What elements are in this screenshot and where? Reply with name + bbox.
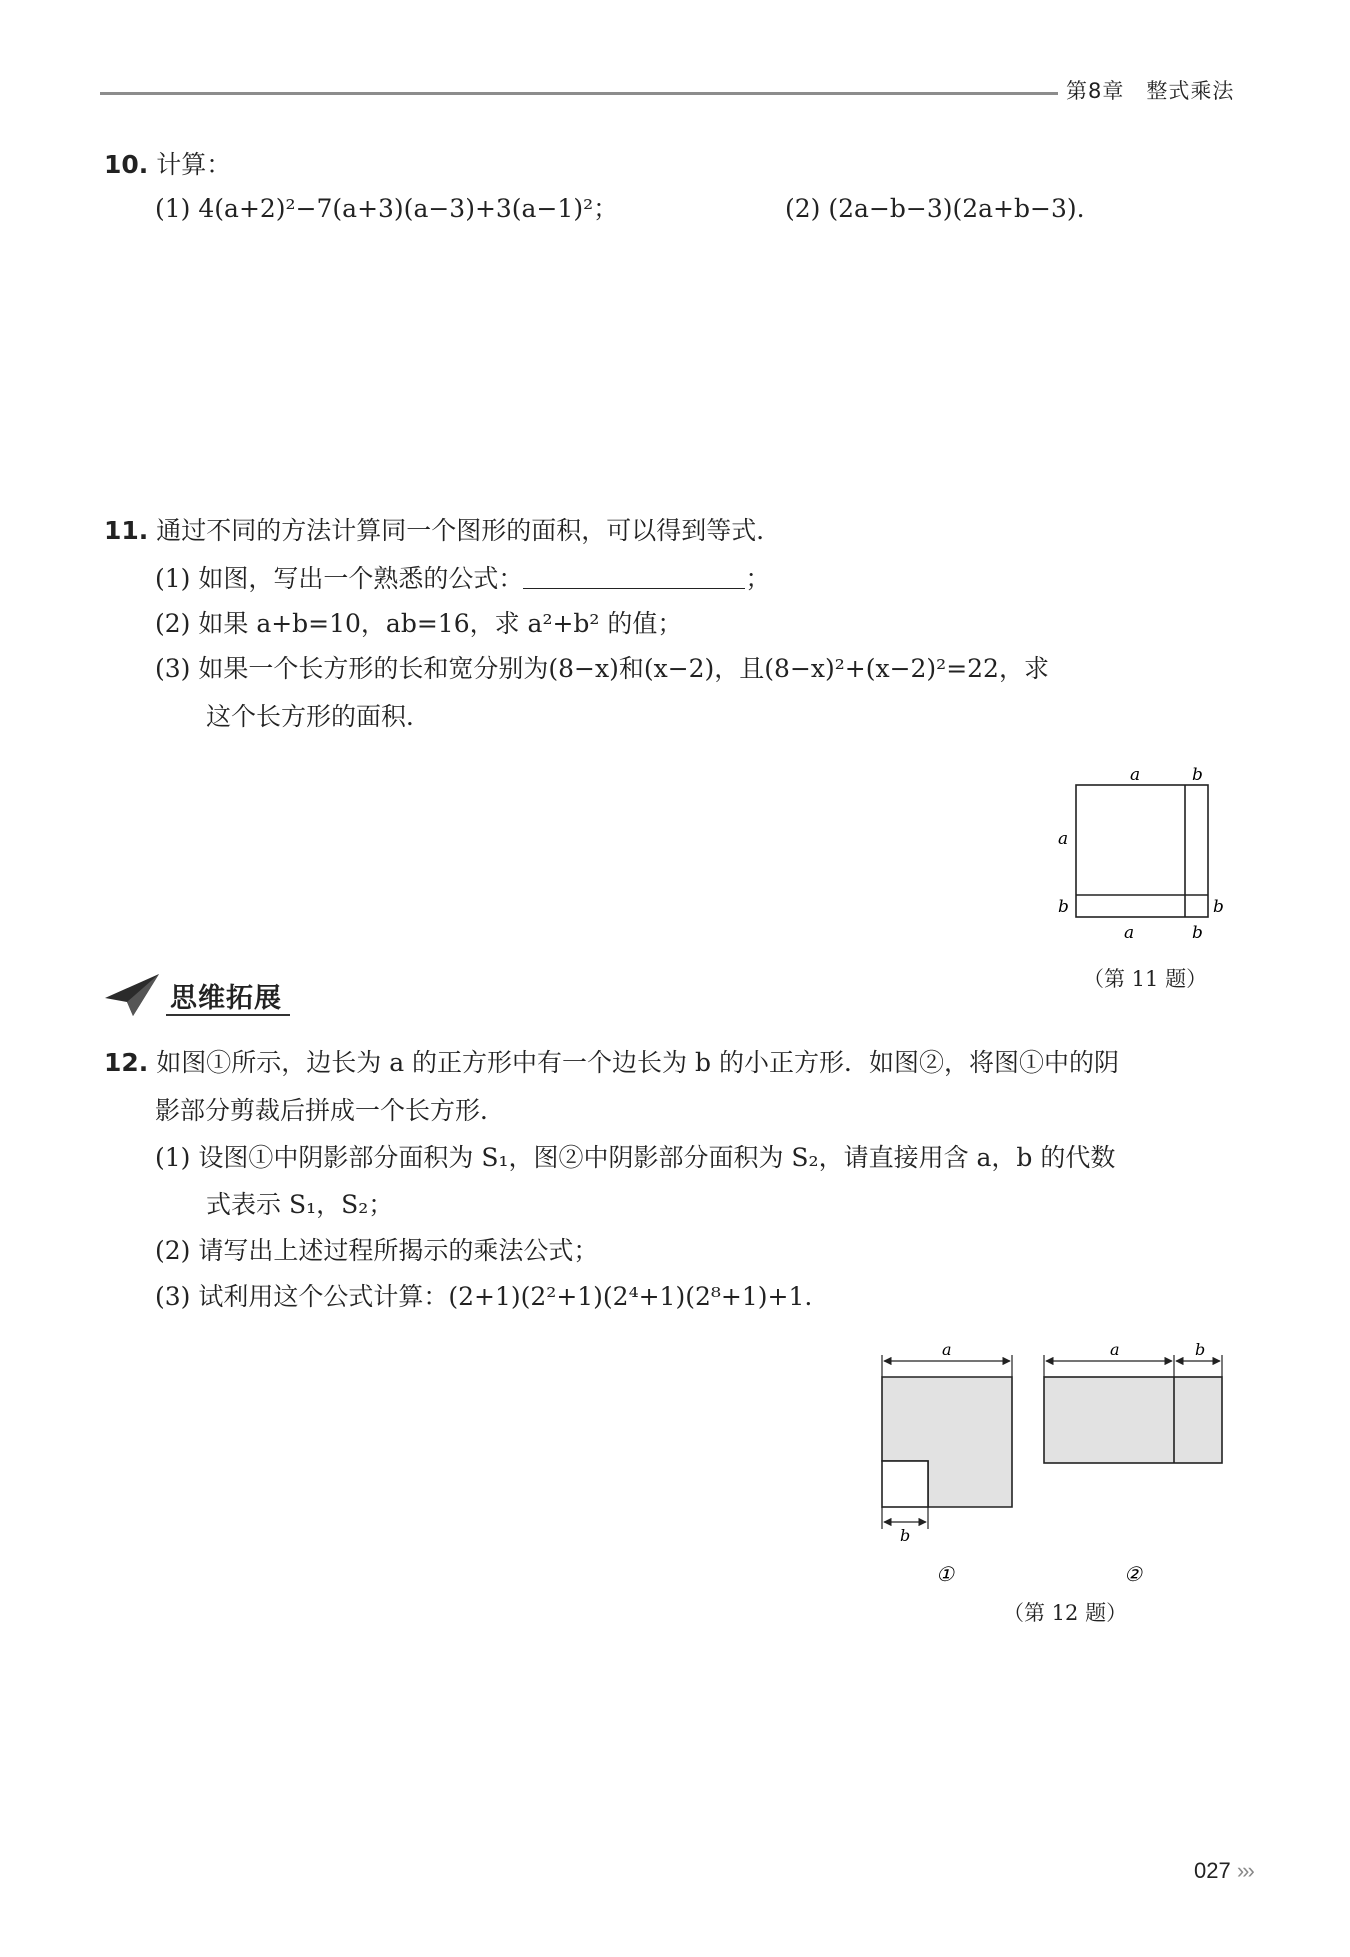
part-label: (2) [155, 1236, 191, 1265]
part-label: (2) [155, 609, 191, 638]
chapter-header: 第8章 整式乘法 [1066, 79, 1235, 103]
question-10-part-1 [155, 192, 618, 226]
question-text: 影部分剪裁后拼成一个长方形． [155, 1096, 506, 1125]
answer-blank[interactable] [523, 564, 745, 589]
page-number-value: 027 [1194, 1858, 1231, 1883]
figure-12-caption: （第 12 题） [1003, 1601, 1128, 1625]
part-expression: (2a−b−3)(2a+b−3). [828, 194, 1085, 223]
label-bottom-a: a [1124, 923, 1135, 943]
question-10-title [104, 148, 231, 182]
small-square [882, 1461, 928, 1507]
part-text: 如果 a+b=10，ab=16，求 a²+b² 的值； [198, 609, 683, 638]
part-text: 如图，写出一个熟悉的公式： [198, 564, 524, 593]
part-text: 如果一个长方形的长和宽分别为(8−x)和(x−2)，且(8−x)²+(x−2)²=22，求 [198, 654, 1049, 683]
part-text: 试利用这个公式计算：(2+1)(2²+1)(2⁴+1)(2⁸+1)+1. [198, 1282, 813, 1311]
figure-mark-2: ② [1124, 1562, 1142, 1586]
question-11-stem [104, 514, 781, 548]
figure-11 [1050, 760, 1230, 950]
part-label: (1) [155, 1143, 191, 1172]
figure-12-part-1 [882, 1340, 1012, 1545]
figure-12-part-2 [1044, 1340, 1222, 1463]
label-left-b: b [1058, 897, 1069, 917]
part-end: ； [745, 564, 771, 593]
question-10-part-2 [785, 192, 1085, 226]
part-label: (1) [155, 194, 191, 223]
label-bottom-b: b [1192, 923, 1203, 943]
question-number: 10. [104, 150, 149, 179]
shaded-rectangle [1044, 1377, 1222, 1463]
part-label: (3) [155, 654, 191, 683]
figure-12 [870, 1335, 1240, 1595]
question-11-part-3-continued [206, 700, 431, 734]
question-11-part-1 [155, 562, 770, 596]
question-number: 11. [104, 516, 149, 545]
part-text: 请写出上述过程所揭示的乘法公式； [198, 1236, 599, 1265]
question-text: 计算： [156, 150, 232, 179]
page-number [1194, 1858, 1253, 1884]
label-top-a: a [1130, 765, 1141, 785]
part-text: 这个长方形的面积． [206, 702, 432, 731]
question-12-part-2 [155, 1234, 598, 1268]
figure-mark-1: ① [936, 1562, 954, 1586]
part-expression: 4(a+2)²−7(a+3)(a−3)+3(a−1)²； [198, 194, 619, 223]
part-text: 式表示 S₁，S₂； [206, 1190, 394, 1219]
question-11-part-3 [155, 652, 1049, 686]
label-a: a [1110, 1340, 1120, 1359]
figure-11-caption: （第 11 题） [1083, 967, 1208, 991]
question-number: 12. [104, 1048, 149, 1077]
question-12-part-3 [155, 1280, 812, 1314]
question-12-part-1-continued [206, 1188, 393, 1222]
question-text: 如图①所示，边长为 a 的正方形中有一个边长为 b 的小正方形．如图②，将图①中的阴 [156, 1048, 1119, 1077]
question-12-stem-line-2 [155, 1094, 505, 1128]
part-label: (1) [155, 564, 191, 593]
label-right-b: b [1213, 897, 1224, 917]
outer-square [1076, 785, 1208, 917]
section-underline [166, 1014, 290, 1016]
part-text: 设图①中阴影部分面积为 S₁，图②中阴影部分面积为 S₂，请直接用含 a，b 的代数 [198, 1143, 1116, 1172]
part-label: (2) [785, 194, 821, 223]
label-b: b [900, 1526, 911, 1545]
label-left-a: a [1058, 829, 1069, 849]
question-11-part-2 [155, 607, 682, 641]
page-arrows-icon: ››› [1236, 1858, 1253, 1883]
question-text: 通过不同的方法计算同一个图形的面积，可以得到等式． [156, 516, 782, 545]
label-b: b [1195, 1340, 1206, 1359]
question-12-part-1 [155, 1141, 1115, 1175]
paper-plane-icon [103, 970, 161, 1018]
label-a: a [942, 1340, 952, 1359]
header-rule [100, 92, 1058, 95]
part-label: (3) [155, 1282, 191, 1311]
question-12-stem-line-1 [104, 1046, 1119, 1080]
section-title: 思维拓展 [170, 983, 282, 1014]
label-top-b: b [1192, 765, 1203, 785]
